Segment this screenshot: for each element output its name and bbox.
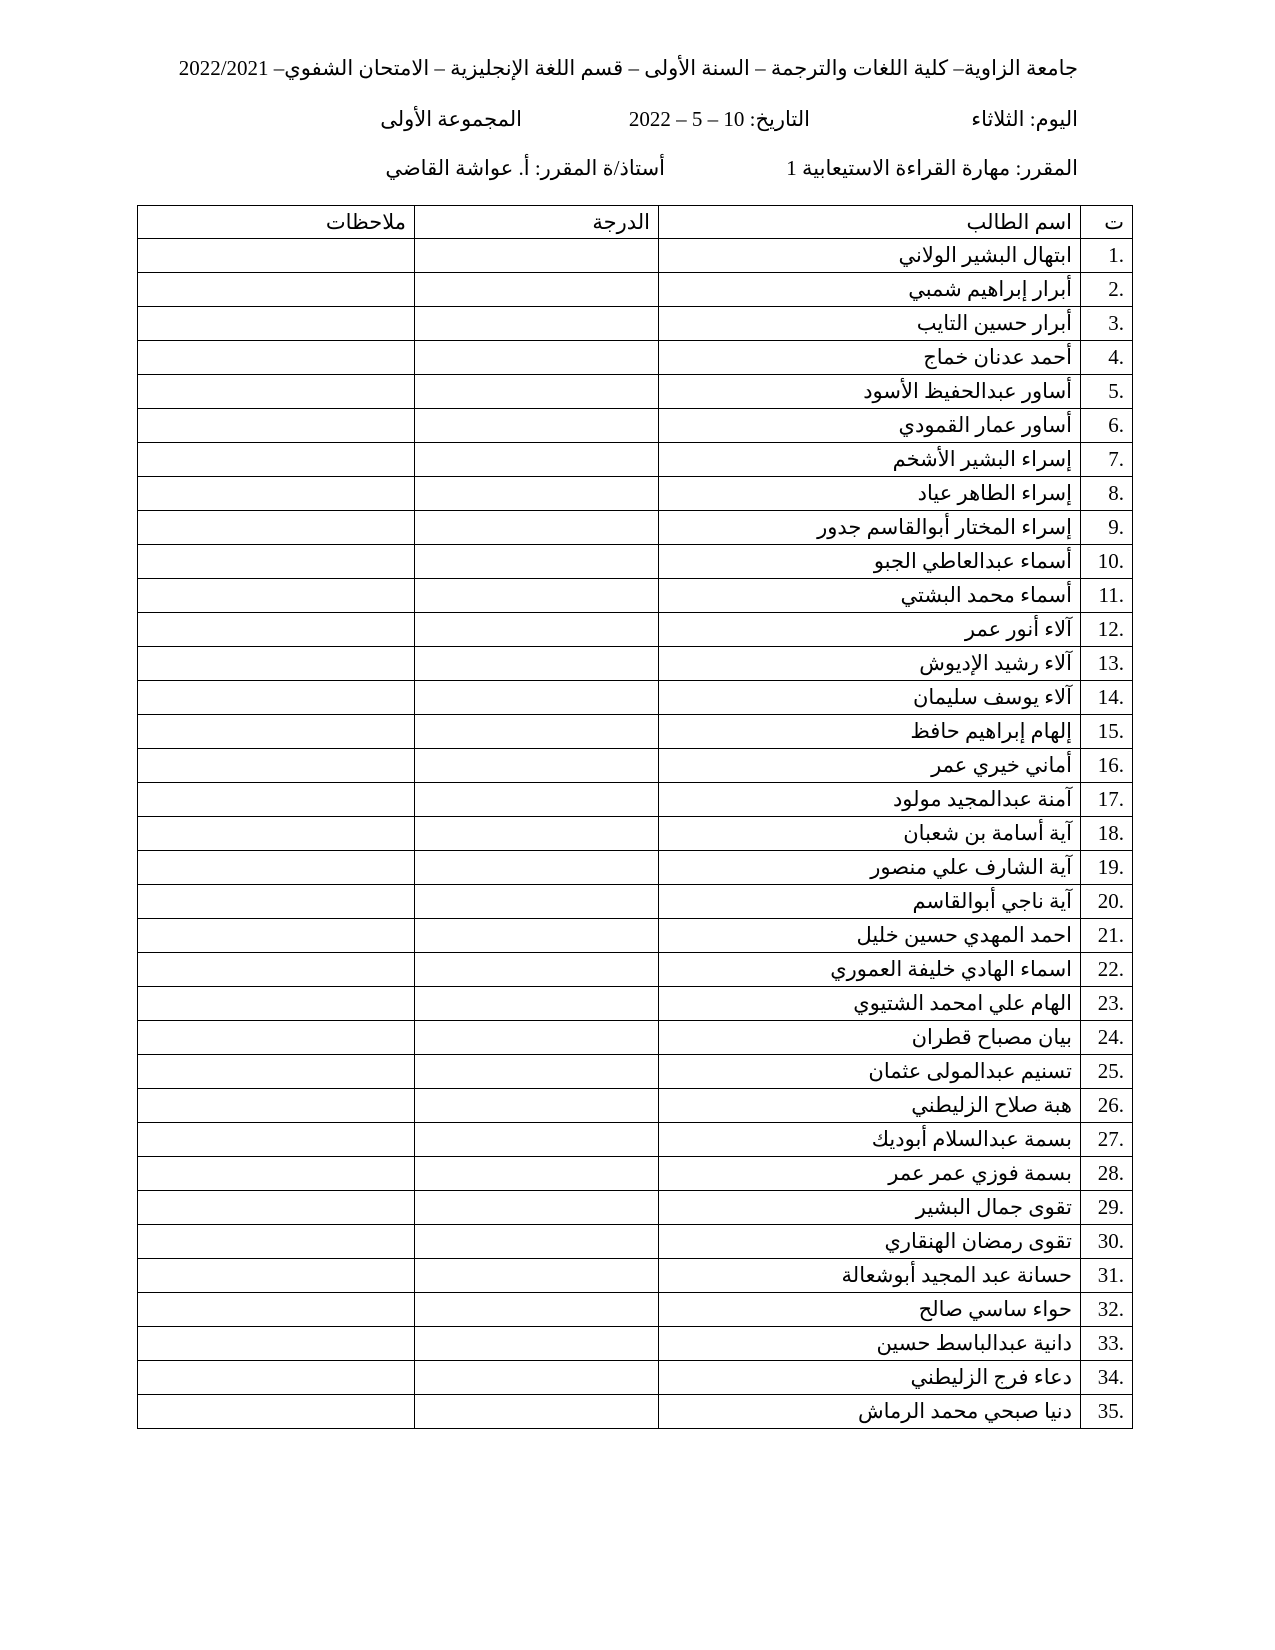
student-name: بسمة عبدالسلام أبوديك [659,1123,1081,1157]
student-name: آلاء رشيد الإديوش [659,647,1081,681]
table-row [138,511,1133,545]
notes-cell [138,987,415,1021]
student-name: أحمد عدنان خماج [659,341,1081,375]
notes-cell [138,715,415,749]
table-row [138,1021,1133,1055]
table-row [138,1191,1133,1225]
student-name: حسانة عبد المجيد أبوشعالة [659,1259,1081,1293]
row-number: .6 [1081,409,1133,443]
student-name: أماني خيري عمر [659,749,1081,783]
row-number: .9 [1081,511,1133,545]
row-number: .22 [1081,953,1133,987]
table-row [138,545,1133,579]
table-row [138,307,1133,341]
row-number: .26 [1081,1089,1133,1123]
student-name: إسراء البشير الأشخم [659,443,1081,477]
grade-cell [415,307,659,341]
table-row [138,715,1133,749]
student-name: احمد المهدي حسين خليل [659,919,1081,953]
row-number: .35 [1081,1395,1133,1429]
table-row [138,1157,1133,1191]
notes-cell [138,273,415,307]
student-name: دنيا صبحي محمد الرماش [659,1395,1081,1429]
group-label: المجموعة الأولى [380,107,522,131]
row-number: .17 [1081,783,1133,817]
notes-cell [138,375,415,409]
table-row [138,613,1133,647]
table-row [138,817,1133,851]
table-row [138,1361,1133,1395]
row-number: .28 [1081,1157,1133,1191]
student-name: الهام علي امحمد الشتيوي [659,987,1081,1021]
table-row [138,885,1133,919]
row-number: .8 [1081,477,1133,511]
notes-cell [138,647,415,681]
row-number: .14 [1081,681,1133,715]
notes-cell [138,1157,415,1191]
row-number: .5 [1081,375,1133,409]
grade-cell [415,715,659,749]
table-row [138,1225,1133,1259]
student-name: تسنيم عبدالمولى عثمان [659,1055,1081,1089]
notes-cell [138,477,415,511]
grade-cell [415,817,659,851]
grade-cell [415,579,659,613]
table-row [138,443,1133,477]
row-number: .15 [1081,715,1133,749]
student-roster-table [137,205,1133,1429]
student-name: إسراء الطاهر عياد [659,477,1081,511]
grade-cell [415,1225,659,1259]
notes-cell [138,1055,415,1089]
student-name: أسماء محمد البشتي [659,579,1081,613]
table-row [138,1259,1133,1293]
grade-cell [415,1191,659,1225]
notes-cell [138,953,415,987]
row-number: .2 [1081,273,1133,307]
table-header-row [138,206,1133,239]
notes-cell [138,443,415,477]
exam-day: اليوم: الثلاثاء [971,107,1078,131]
table-row [138,749,1133,783]
table-row [138,953,1133,987]
notes-cell [138,681,415,715]
row-number: .19 [1081,851,1133,885]
row-number: .7 [1081,443,1133,477]
grade-cell [415,1055,659,1089]
row-number: .21 [1081,919,1133,953]
document-title: جامعة الزاوية– كلية اللغات والترجمة – السنة الأولى – قسم اللغة الإنجليزية – الامتحان الشفوي– 2022/2021 [178,56,1078,80]
notes-cell [138,1021,415,1055]
course-name: المقرر: مهارة القراءة الاستيعابية 1 [786,156,1078,180]
grade-cell [415,341,659,375]
notes-cell [138,783,415,817]
notes-cell [138,1259,415,1293]
notes-cell [138,851,415,885]
grade-cell [415,783,659,817]
grade-cell [415,1021,659,1055]
table-row [138,647,1133,681]
grade-cell [415,239,659,273]
row-number: .23 [1081,987,1133,1021]
row-number: .31 [1081,1259,1133,1293]
grade-cell [415,919,659,953]
grade-cell [415,545,659,579]
student-name: آمنة عبدالمجيد مولود [659,783,1081,817]
table-row [138,341,1133,375]
table-row [138,1123,1133,1157]
notes-cell [138,1225,415,1259]
table-row [138,1327,1133,1361]
row-number: .4 [1081,341,1133,375]
grade-cell [415,375,659,409]
row-number: .10 [1081,545,1133,579]
notes-cell [138,1395,415,1429]
grade-cell [415,1089,659,1123]
grade-cell [415,1395,659,1429]
student-name: تقوى جمال البشير [659,1191,1081,1225]
student-name: آية أسامة بن شعبان [659,817,1081,851]
notes-cell [138,239,415,273]
student-name: آية ناجي أبوالقاسم [659,885,1081,919]
grade-cell [415,1123,659,1157]
notes-cell [138,341,415,375]
student-name: إسراء المختار أبوالقاسم جدور [659,511,1081,545]
notes-cell [138,1293,415,1327]
student-name: أبرار إبراهيم شمبي [659,273,1081,307]
grade-cell [415,1157,659,1191]
row-number: .33 [1081,1327,1133,1361]
header-notes: ملاحظات [138,206,415,239]
table-row [138,851,1133,885]
row-number: .18 [1081,817,1133,851]
table-row [138,579,1133,613]
row-number: .30 [1081,1225,1133,1259]
student-name: دعاء فرج الزليطني [659,1361,1081,1395]
student-name: اسماء الهادي خليفة العموري [659,953,1081,987]
header-grade: الدرجة [415,206,659,239]
header-student-name: اسم الطالب [659,206,1081,239]
row-number: .16 [1081,749,1133,783]
grade-cell [415,1327,659,1361]
student-name: أساور عمار القمودي [659,409,1081,443]
notes-cell [138,1191,415,1225]
notes-cell [138,749,415,783]
grade-cell [415,987,659,1021]
student-name: أساور عبدالحفيظ الأسود [659,375,1081,409]
grade-cell [415,681,659,715]
grade-cell [415,273,659,307]
row-number: .11 [1081,579,1133,613]
row-number: .32 [1081,1293,1133,1327]
grade-cell [415,851,659,885]
table-row [138,987,1133,1021]
notes-cell [138,1123,415,1157]
notes-cell [138,919,415,953]
row-number: .24 [1081,1021,1133,1055]
grade-cell [415,1293,659,1327]
student-name: أسماء عبدالعاطي الجبو [659,545,1081,579]
student-name: بسمة فوزي عمر عمر [659,1157,1081,1191]
grade-cell [415,749,659,783]
grade-cell [415,409,659,443]
row-number: .1 [1081,239,1133,273]
notes-cell [138,1089,415,1123]
notes-cell [138,1327,415,1361]
row-number: .12 [1081,613,1133,647]
table-row [138,1055,1133,1089]
student-name: ابتهال البشير الولاني [659,239,1081,273]
table-row [138,273,1133,307]
table-row [138,783,1133,817]
grade-cell [415,613,659,647]
student-name: دانية عبدالباسط حسين [659,1327,1081,1361]
student-name: تقوى رمضان الهنقاري [659,1225,1081,1259]
table-row [138,375,1133,409]
table-row [138,409,1133,443]
grade-cell [415,885,659,919]
student-name: آلاء يوسف سليمان [659,681,1081,715]
table-row [138,1395,1133,1429]
grade-cell [415,477,659,511]
grade-cell [415,647,659,681]
student-name: آلاء أنور عمر [659,613,1081,647]
grade-cell [415,443,659,477]
row-number: .29 [1081,1191,1133,1225]
student-name: أبرار حسين التايب [659,307,1081,341]
student-name: بيان مصباح قطران [659,1021,1081,1055]
grade-cell [415,1361,659,1395]
grade-cell [415,953,659,987]
row-number: .25 [1081,1055,1133,1089]
table-row [138,919,1133,953]
exam-date: التاريخ: 10 – 5 – 2022 [628,107,810,131]
notes-cell [138,307,415,341]
table-row [138,239,1133,273]
student-name: هبة صلاح الزليطني [659,1089,1081,1123]
grade-cell [415,1259,659,1293]
row-number: .20 [1081,885,1133,919]
table-row [138,1293,1133,1327]
row-number: .3 [1081,307,1133,341]
notes-cell [138,511,415,545]
row-number: .13 [1081,647,1133,681]
student-name: إلهام إبراهيم حافظ [659,715,1081,749]
table-row [138,1089,1133,1123]
roster-body [138,239,1133,1429]
notes-cell [138,817,415,851]
table-row [138,477,1133,511]
notes-cell [138,409,415,443]
header-number: ت [1081,206,1133,239]
notes-cell [138,579,415,613]
course-teacher: أستاذ/ة المقرر: أ. عواشة القاضي [385,156,665,180]
student-name: حواء ساسي صالح [659,1293,1081,1327]
notes-cell [138,1361,415,1395]
grade-cell [415,511,659,545]
notes-cell [138,613,415,647]
table-row [138,681,1133,715]
student-name: آية الشارف علي منصور [659,851,1081,885]
notes-cell [138,545,415,579]
notes-cell [138,885,415,919]
row-number: .34 [1081,1361,1133,1395]
row-number: .27 [1081,1123,1133,1157]
